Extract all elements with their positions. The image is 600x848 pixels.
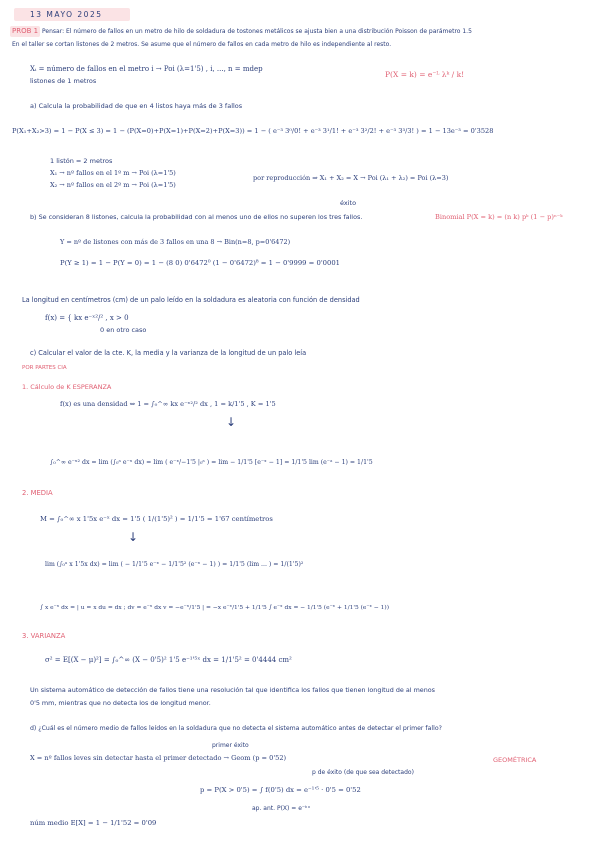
problem-intro-line2: En el taller se cortan listones de 2 metros. Se asume que el número de fallos en cada metro de hilo es independiente al resto. xyxy=(12,41,392,48)
question-d: d) ¿Cuál es el número medio de fallos leídos en la soldadura que no detecta el sistema automático antes de detectar el primer fallo? xyxy=(30,725,442,732)
previous-section-note: ap. ant. P(X) = e⁻ᵏˣ xyxy=(252,805,311,812)
density-case2: 0 en otro caso xyxy=(100,326,147,334)
y-definition: Y = nº de listones con más de 3 fallos en una 8 → Bin(n=8, p=0'6472) xyxy=(60,238,291,246)
variable-definition-note: listones de 1 metros xyxy=(30,77,97,85)
automatic-system-line1: Un sistema automático de detección de fallos tiene una resolución tal que identifica los fallos que tienen longitud de al menos xyxy=(30,686,436,694)
density-intro: La longitud en centímetros (cm) de un palo leído en la soldadura es aleatoria con función de densidad xyxy=(22,296,360,304)
primer-exito-label: primer éxito xyxy=(212,742,249,749)
geometric-note: p de éxito (de que sea detectado) xyxy=(312,769,414,776)
p-calculation: p = P(X > 0'5) = ∫ f(0'5) dx = e⁻¹'⁵ · 0'5 = 0'52 xyxy=(200,786,361,794)
question-c: c) Calcular el valor de la cte. K, la media y la varianza de la longitud de un palo leía xyxy=(30,349,307,357)
variable-definition: Xᵢ = número de fallos en el metro i → Poi (λ=1'5) , i, ..., n = mdep xyxy=(30,65,263,73)
binomial-formula: Binomial P(X = k) = (n k) pᵏ (1 − p)ⁿ⁻ᵏ xyxy=(435,213,563,221)
calculation-b: P(Y ≥ 1) = 1 − P(Y = 0) = 1 − (8 0) 0'6472⁰ (1 − 0'6472)⁸ = 1 − 0'9999 = 0'0001 xyxy=(60,259,340,267)
k-integral: f(x) es una densidad ⇔ 1 = ∫₀^∞ kx e⁻ˣ²/² dx , 1 = k/1'5 , K = 1'5 xyxy=(60,400,276,408)
variance-calculation: σ² = E[(X − μ)²] = ∫₀^∞ (X − 0'5)² 1'5 e⁻¹'⁵ˣ dx = 1/1'5² = 0'4444 cm² xyxy=(45,656,292,664)
x1-definition: X₁ → nº fallos en el 1º m → Poi (λ=1'5) xyxy=(50,169,176,177)
density-case1: f(x) = { kx e⁻ˣ²/² , x > 0 xyxy=(45,314,129,322)
x2-definition: X₂ → nº fallos en el 2º m → Poi (λ=1'5) xyxy=(50,181,176,189)
geometric-label: GEOMÉTRICA xyxy=(493,756,537,764)
media-calculation: M = ∫₀^∞ x 1'5x e⁻ˣ dx = 1'5 ( 1/(1'5)² ) = 1/1'5 = 1'67 centímetros xyxy=(40,515,273,523)
date-heading: 13 MAYO 2025 xyxy=(30,10,103,19)
por-partes-label: POR PARTES CIA xyxy=(22,365,67,371)
media-limit: lim (∫₀ᵃ x 1'5x dx) = lim ( − 1/1'5 e⁻ˣ − 1/1'5² (e⁻ˣ − 1) ) = 1/1'5 (lim ... ) = 1/(1'5)² xyxy=(45,561,304,568)
poisson-pmf: P(X = k) = e⁻ᴸ λᵏ / k! xyxy=(385,70,465,79)
question-a: a) Calcula la probabilidad de que en 4 listos haya más de 3 fallos xyxy=(30,102,243,110)
mean-number: núm medio E[X] = 1 − 1/1'52 = 0'09 xyxy=(30,819,157,827)
automatic-system-line2: 0'5 mm, mientras que no detecta los de longitud menor. xyxy=(30,699,211,707)
section-3-title: 3. VARIANZA xyxy=(22,632,66,640)
integration-by-parts: ∫ x e⁻ˣ dx = | u = x du = dx ; dv = e⁻ˣ dx v = −e⁻ˣ/1'5 | = −x e⁻ˣ/1'5 + 1/1'5 ∫ e⁻ˣ dx = − 1/1'5 (e⁻ˣ + 1/1'5 (e⁻ˣ − 1)) xyxy=(40,605,389,611)
question-b: b) Se consideran 8 listones, calcula la probabilidad con al menos uno de ellos no superen los tres fallos. xyxy=(30,213,363,221)
down-arrow-2: ↓ xyxy=(128,530,139,544)
geometric-definition: X = nº fallos leves sin detectar hasta el primer detectado → Geom (p = 0'52) xyxy=(30,754,287,762)
listones-2m: 1 listón = 2 metros xyxy=(50,157,113,165)
problem-intro-line1: Pensar: El número de fallos en un metro de hilo de soldadura de tostones metálicos se ajusta bien a una distribución Poisson de parámetro 1.5 xyxy=(42,28,472,35)
reproduction-note: por reproducción ⇒ X₁ + X₂ = X → Poi (λ₁ + λ₂) = Poi (λ=3) xyxy=(253,174,449,182)
calculation-a: P(X₁+X₂>3) = 1 − P(X ≤ 3) = 1 − (P(X=0)+P(X=1)+P(X=2)+P(X=3)) = 1 − ( e⁻³ 3⁰/0! + e⁻³ 3¹/1! + e⁻³ 3²/2! + e⁻³ 3³/3! ) = 1 − 13e⁻³ = 0'3528 xyxy=(12,127,494,135)
k-calculation: ∫₀^∞ e⁻ˣ² dx = lim (∫₀ᵃ e⁻ˣ dx) = lim ( e⁻ˣ/−1'5 |₀ᵃ ) = lim − 1/1'5 [e⁻ˣ − 1] = 1/1'5 lim (e⁻ᵃ − 1) = 1/1'5 xyxy=(50,459,373,466)
section-1-title: 1. Cálculo de K ESPERANZA xyxy=(22,383,112,391)
down-arrow: ↓ xyxy=(226,415,237,429)
section-2-title: 2. MEDIA xyxy=(22,489,53,497)
exito-label: éxito xyxy=(340,199,357,207)
problem-label: PROB 1 xyxy=(12,27,39,35)
